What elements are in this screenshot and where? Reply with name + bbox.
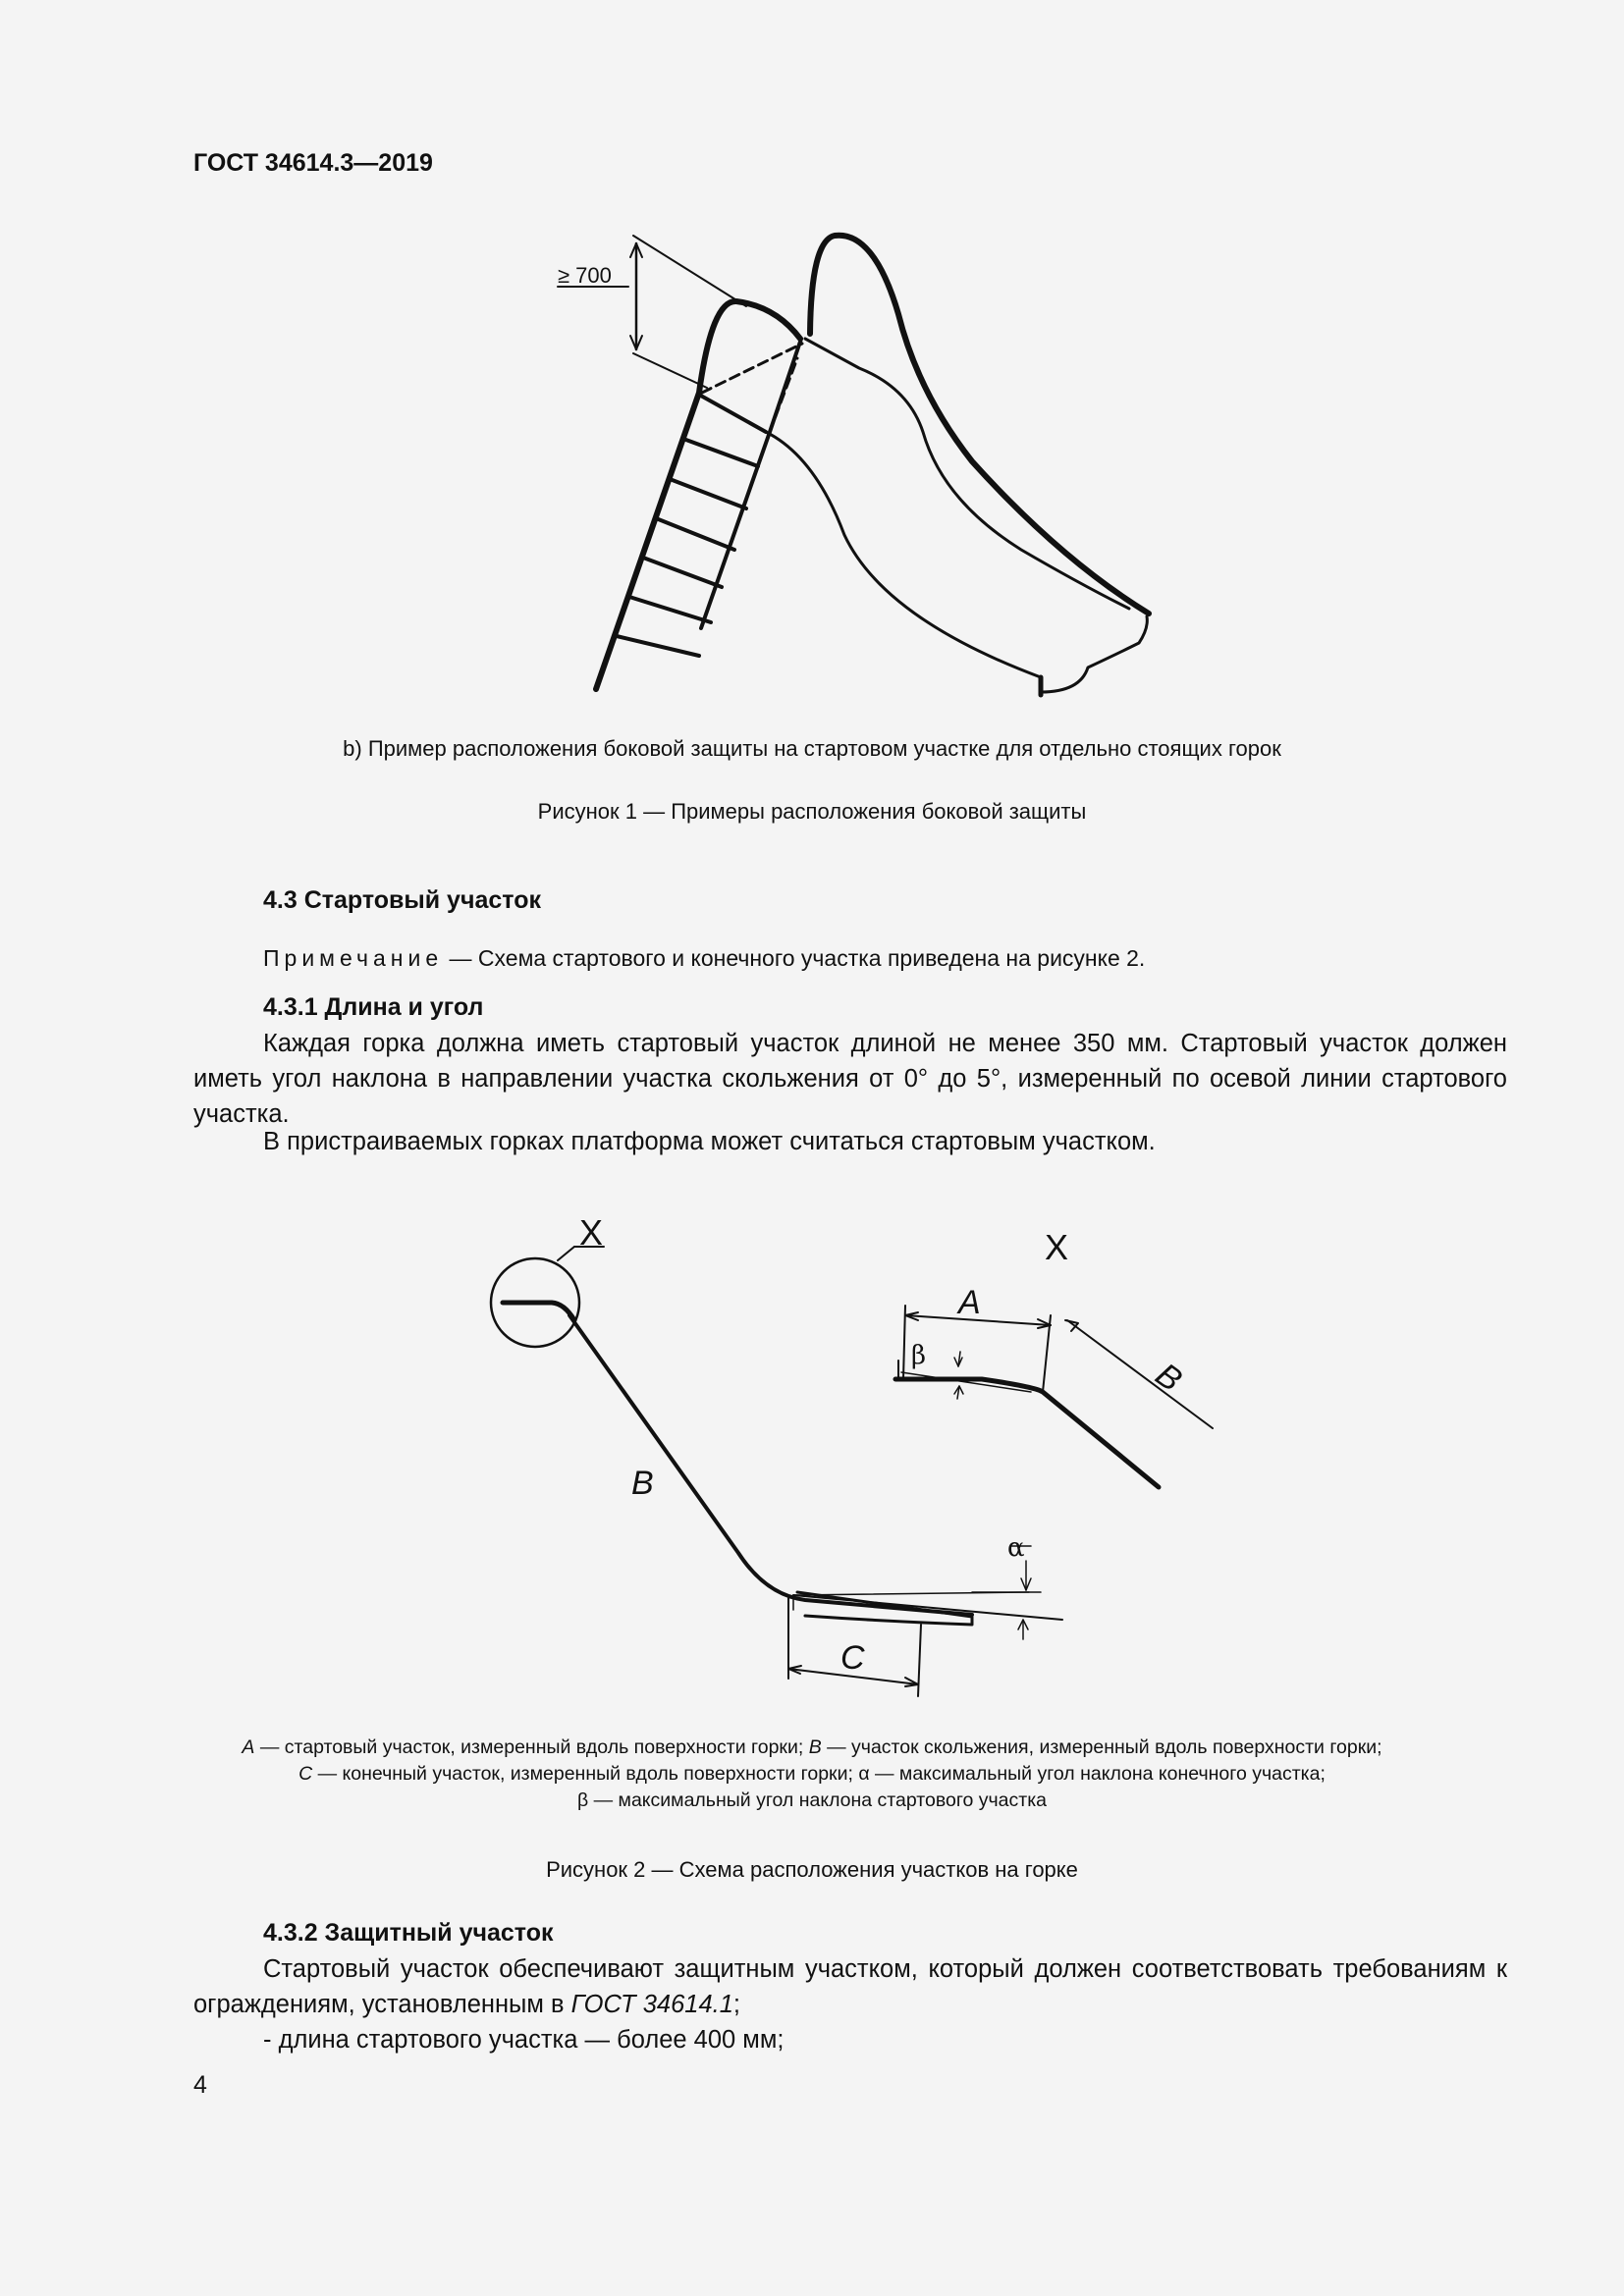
legend-line-2 (0, 1761, 1624, 1788)
legend-b-text: — участок скольжения, измеренный вдоль поверхности горки; (821, 1736, 1382, 1758)
label-alpha: α (1007, 1533, 1025, 1563)
note-label: Примечание (263, 945, 444, 971)
para1-ref: ГОСТ 34614.1 (570, 1991, 733, 2018)
para1-text: Стартовый участок обеспечивают защитным участком, который должен соответствовать требованиям к ограждениям, установленным в (193, 1955, 1507, 2018)
section-4-3-2-title: 4.3.2 Защитный участок (263, 1919, 554, 1947)
label-b-main: B (631, 1465, 654, 1502)
section-4-3-1-title: 4.3.1 Длина и угол (263, 993, 484, 1021)
section-4-3-note (263, 945, 1145, 972)
section-4-3-1-para1: Каждая горка должна иметь стартовый участок длиной не менее 350 мм. Стартовый участок должен иметь угол наклона в направлении участка скольжения от 0° до 5°, измеренный по осевой линии стартового участка. (193, 1030, 1507, 1128)
section-4-3-1-para2: В пристраиваемых горках платформа может считаться стартовым участком. (263, 1128, 1156, 1155)
figure1-subcaption: b) Пример расположения боковой защиты на стартовом участке для отдельно стоящих горок (343, 736, 1281, 761)
legend-c-text: — конечный участок, измеренный вдоль поверхности горки; α — максимальный угол наклона конечного участка; (312, 1763, 1326, 1785)
figure1-slide-drawing (530, 221, 1159, 712)
para1-end: ; (732, 1991, 740, 2018)
legend-c: C (298, 1763, 313, 1785)
section-4-3-2-para1 (193, 1951, 1507, 2022)
figure1-caption: Рисунок 1 — Примеры расположения боковой защиты (537, 799, 1087, 824)
legend-a-text: — стартовый участок, измеренный вдоль поверхности горки; (254, 1736, 809, 1758)
label-x-circle: X (579, 1212, 604, 1253)
section-4-3-title: 4.3 Стартовый участок (263, 886, 541, 914)
figure2-caption: Рисунок 2 — Схема расположения участков на горке (546, 1857, 1078, 1882)
figure2-legend (0, 1735, 1624, 1814)
label-c: C (840, 1639, 865, 1677)
label-a: A (958, 1284, 981, 1321)
section-4-3-2-item1: - длина стартового участка — более 400 мм; (263, 2026, 785, 2054)
legend-a: A (242, 1736, 255, 1758)
document-header: ГОСТ 34614.3—2019 (193, 149, 433, 177)
label-x-detail: X (1045, 1227, 1069, 1267)
page-number: 4 (193, 2071, 207, 2099)
figure2-slide-diagram (481, 1207, 1227, 1718)
note-text: — Схема стартового и конечного участка приведена на рисунке 2. (443, 945, 1146, 971)
label-b-detail: B (1148, 1356, 1189, 1400)
figure1-dimension-label: ≥ 700 (558, 263, 612, 288)
legend-b: B (808, 1736, 822, 1758)
label-beta: β (911, 1341, 927, 1370)
legend-line-1 (0, 1735, 1624, 1761)
legend-line-3: β — максимальный угол наклона стартового участка (576, 1789, 1048, 1811)
